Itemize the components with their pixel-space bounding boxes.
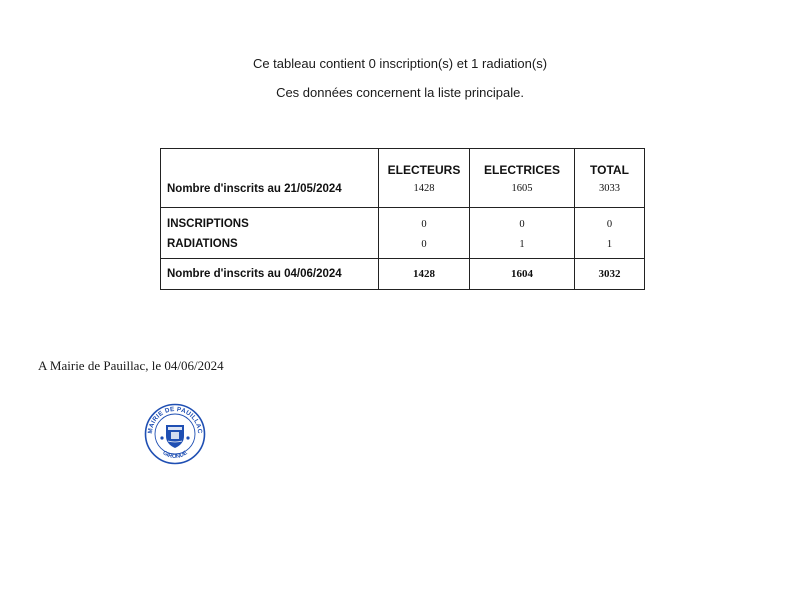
table-row-end-count <box>161 259 645 290</box>
header-total: TOTAL <box>575 149 645 182</box>
cell-electeurs: 0 <box>379 234 470 259</box>
cell-electrices: 1 <box>470 234 575 259</box>
cell-total: 0 <box>575 208 645 235</box>
cell-electrices: 1605 <box>470 181 575 208</box>
cell-total: 1 <box>575 234 645 259</box>
table-row-radiations <box>161 234 645 259</box>
mairie-stamp-seal <box>144 403 206 465</box>
place-and-date: A Mairie de Pauillac, le 04/06/2024 <box>38 358 224 373</box>
summary-line-liste: Ces données concernent la liste principale. <box>276 85 524 100</box>
summary-line-inscriptions: Ce tableau contient 0 inscription(s) et 1 radiation(s) <box>252 56 548 71</box>
cell-electrices: 0 <box>470 208 575 235</box>
cell-electeurs: 0 <box>379 208 470 235</box>
table-row-inscriptions <box>161 208 645 235</box>
svg-text:GIRONDE <box>161 450 188 460</box>
header-empty-cell <box>161 149 379 182</box>
row-label: INSCRIPTIONS <box>167 218 249 230</box>
header-electeurs: ELECTEURS <box>379 149 470 182</box>
row-label: RADIATIONS <box>167 238 238 250</box>
cell-total: 3032 <box>575 259 645 290</box>
stamp-top-text: MAIRIE DE PAUILLAC <box>146 405 204 435</box>
row-label: Nombre d'inscrits au 04/06/2024 <box>167 268 342 280</box>
cell-electrices: 1604 <box>470 259 575 290</box>
stamp-bottom-text: GIRONDE <box>161 450 189 461</box>
row-label: Nombre d'inscrits au 21/05/2024 <box>167 183 342 195</box>
cell-electeurs: 1428 <box>379 259 470 290</box>
cell-total: 3033 <box>575 181 645 208</box>
voter-statistics-table <box>160 148 645 290</box>
header-electrices: ELECTRICES <box>470 149 575 182</box>
table-header-row <box>161 149 645 182</box>
cell-electeurs: 1428 <box>379 181 470 208</box>
table-row-start-count <box>161 181 645 208</box>
